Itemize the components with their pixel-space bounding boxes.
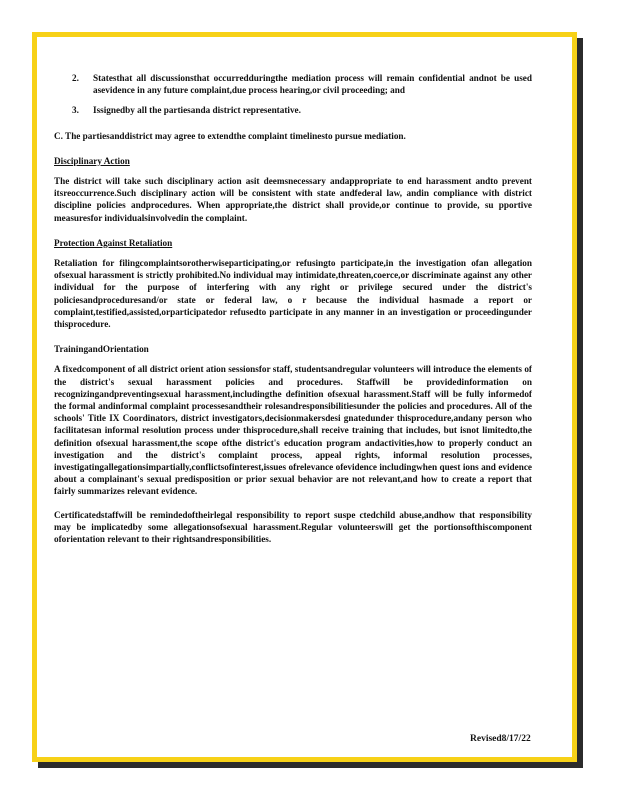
training-body-2: Certificatedstaffwill be remindedoftheirlegal responsibility to report suspe ctedchild abuse,andhow that responsibility may be implicatedby some allegationsofsexual harassment.Regular volunteerswill get the portionsofthiscomponent oforientation relevant to their rightsandresponsibilities. <box>54 509 532 545</box>
list-item <box>54 104 532 116</box>
list-number: 3. <box>72 105 79 116</box>
protection-body: Retaliation for filingcomplaintsorotherwiseparticipating,or refusingto participate,in the investigation ofan allegation ofsexual harassment is strictly prohibited.No individual may intimidate,threaten,coerce,or discriminate against any other individual for the purpose of interfering with any right or privilege secured under the district's policiesandproceduresand/or state or federal law, o r because the individual hasmade a report or complaint,testified,assisted,orparticipatedor refusedto participate in any manner in an investigation or proceedingunder thisprocedure. <box>54 258 532 330</box>
protection-heading: Protection Against Retaliation <box>54 237 173 248</box>
document-body <box>54 72 532 545</box>
list-item <box>54 72 532 96</box>
list-text: Issignedby all the partiesanda district representative. <box>93 105 301 116</box>
revision-date: Revised8/17/22 <box>470 734 531 744</box>
list-text: Statesthat all discussionsthat occurredduringthe mediation process will remain confidential andnot be used asevidence in any future complaint,due process hearing,or civil proceeding; and <box>93 73 532 96</box>
training-heading: TrainingandOrientation <box>54 344 149 355</box>
disciplinary-heading: Disciplinary Action <box>54 155 130 166</box>
training-body: A fixedcomponent of all district orient ation sessionsfor staff, studentsandregular volunteers will introduce the elements of the district's sexual harassment policies and procedures. Staffwill be providedinformation on recognizingandpreventingsexual harassment,includingthe definition ofsexual harassment.Staff will be fully informedof the formal andinformal complaint processesandtheir rolesandresponsibilitiesunder the policies and procedures. All of the schools' Title IX Coordinators, district investigators,decisionmakersdesi gnatedunder thisprocedure,andany person who facilitatesan informal resolution process under thisprocedure,shall receive training that includes, but isnot limitedto,the definition ofsexual harassment,the scope ofthe district's education program andactivities,how to properly conduct an investigation and the district's complaint process, appeal rights, informal resolution processes, investigatingallegationsimpartially,conflictsofinterest,issues ofrelevance ofevidence includingwhen quest ions and evidence about a complainant's sexual predisposition or prior sexual behavior are not relevant,and how to create a report that fairly summarizes relevant evidence. <box>54 364 532 497</box>
paragraph-c: C. The partiesanddistrict may agree to extendthe complaint timelinesto pursue mediation. <box>54 130 406 141</box>
list-number: 2. <box>72 73 79 83</box>
disciplinary-body: The district will take such disciplinary action asit deemsnecessary andappropriate to end harassment andto prevent itsreoccurrence.Such disciplinary action will be consistent with state andfederal law, andin compliance with district discipline policies andprocedures. When appropriate,the district shall provide,or continue to provide, su pportive measuresfor individualsinvolvedin the complaint. <box>54 176 532 223</box>
